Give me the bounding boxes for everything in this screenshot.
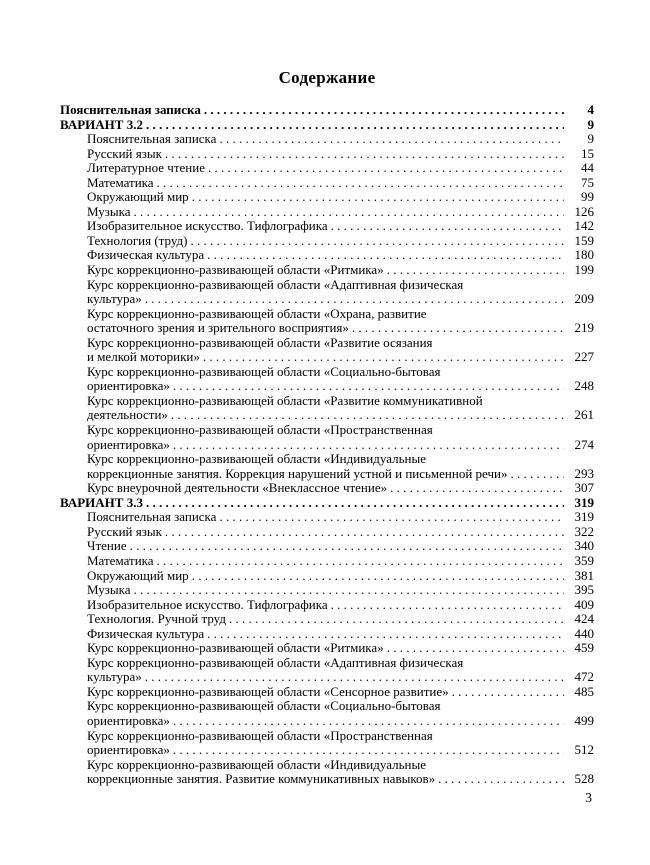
toc-entry-title: Технология. Ручной труд bbox=[87, 611, 226, 627]
dot-leader bbox=[192, 569, 564, 584]
toc-entry-title: Курс коррекционно-развивающей области «Адаптивная физическая bbox=[87, 276, 464, 292]
toc-entry-title: и мелкой моторики» bbox=[87, 349, 200, 365]
toc-entry-line bbox=[60, 685, 594, 700]
toc-entry-title: Курс коррекционно-развивающей области «Индивидуальные bbox=[87, 756, 426, 772]
toc-entry-title: Курс коррекционно-развивающей области «Пространственная bbox=[87, 727, 433, 743]
toc-entry bbox=[60, 263, 594, 278]
toc-entry-line bbox=[60, 176, 594, 191]
toc-entry-page: 319 bbox=[574, 509, 594, 525]
toc-entry-title: Русский язык bbox=[87, 145, 162, 161]
toc-entry-page: 126 bbox=[574, 203, 594, 219]
toc-entry-line bbox=[60, 656, 594, 671]
dot-leader bbox=[387, 263, 564, 278]
toc-entry-title: Технология (труд) bbox=[87, 232, 188, 248]
toc-entry bbox=[60, 598, 594, 613]
toc-entry-line bbox=[60, 408, 594, 423]
dot-leader bbox=[145, 670, 564, 685]
toc-entry-title: Курс коррекционно-развивающей области «Социально-бытовая bbox=[87, 698, 441, 714]
toc-entry-title: Пояснительная записка bbox=[60, 102, 201, 117]
toc-entry-line bbox=[60, 452, 594, 467]
toc-entry-title: ВАРИАНТ 3.3 bbox=[60, 494, 143, 510]
toc-entry-page: 159 bbox=[574, 232, 594, 248]
toc-entry-title: Курс коррекционно-развивающей области «Индивидуальные bbox=[87, 451, 426, 467]
toc-entry bbox=[60, 161, 594, 176]
toc-entry bbox=[60, 132, 594, 147]
toc-entry bbox=[60, 365, 594, 394]
toc-entry-line bbox=[60, 598, 594, 613]
toc-entry-title: Курс коррекционно-развивающей области «Адаптивная физическая bbox=[87, 654, 464, 670]
toc-entry-title: Курс коррекционно-развивающей области «Ритмика» bbox=[87, 262, 384, 278]
toc-entry-line bbox=[60, 292, 594, 307]
dot-leader bbox=[171, 408, 564, 423]
page-number: 3 bbox=[585, 790, 592, 805]
toc-entry-title: Чтение bbox=[87, 538, 127, 554]
toc-entry bbox=[60, 612, 594, 627]
toc-entry bbox=[60, 176, 594, 191]
toc-entry bbox=[60, 278, 594, 307]
toc-entry-title: коррекционные занятия. Развитие коммуникативных навыков» bbox=[87, 771, 436, 787]
toc-entry-title: Курс внеурочной деятельности «Внеклассное чтение» bbox=[87, 480, 388, 496]
toc-entry-page: 395 bbox=[574, 582, 594, 598]
toc-entry-title: деятельности» bbox=[87, 407, 168, 423]
dot-leader bbox=[145, 292, 564, 307]
toc-entry bbox=[60, 336, 594, 365]
toc-entry-title: Русский язык bbox=[87, 523, 162, 539]
toc-entry-line bbox=[60, 394, 594, 409]
toc-entry-title: Математика bbox=[87, 552, 154, 568]
toc-entry-title: Музыка bbox=[87, 582, 131, 598]
toc-entry-line bbox=[60, 539, 594, 554]
toc-entry bbox=[60, 758, 594, 787]
toc-entry-line bbox=[60, 190, 594, 205]
toc-entry-page: 9 bbox=[587, 131, 594, 147]
toc-entry-line bbox=[60, 278, 594, 293]
toc-entry-line bbox=[60, 147, 594, 162]
dot-leader bbox=[387, 641, 564, 656]
toc-entry-page: 227 bbox=[574, 349, 594, 365]
dot-leader bbox=[390, 481, 564, 496]
dot-leader bbox=[511, 467, 565, 482]
dot-leader bbox=[157, 554, 564, 569]
dot-leader bbox=[173, 438, 564, 453]
toc-entry bbox=[60, 656, 594, 685]
toc-entry-page: 359 bbox=[574, 552, 594, 568]
toc-entry-page: 75 bbox=[581, 174, 594, 190]
dot-leader bbox=[157, 176, 564, 191]
dot-leader bbox=[331, 598, 564, 613]
toc-entry-line bbox=[60, 248, 594, 263]
toc-entry-title: Курс коррекционно-развивающей области «Развитие коммуникативной bbox=[87, 392, 483, 408]
toc-entry-line bbox=[60, 161, 594, 176]
toc-entry bbox=[60, 452, 594, 481]
toc-entry-line bbox=[60, 583, 594, 598]
toc-entry-line bbox=[60, 423, 594, 438]
toc-entry-title: остаточного зрения и зрительного восприятия» bbox=[87, 320, 349, 336]
toc-entry-page: 472 bbox=[574, 669, 594, 685]
toc-entry-line bbox=[60, 641, 594, 656]
toc-entry-page: 319 bbox=[574, 494, 594, 510]
dot-leader bbox=[134, 583, 565, 598]
toc-entry-title: ориентировка» bbox=[87, 378, 170, 394]
toc-entry-page: 322 bbox=[574, 523, 594, 539]
dot-leader bbox=[207, 627, 564, 642]
toc-entry-title: Пояснительная записка bbox=[87, 509, 217, 525]
toc-entry-title: Литературное чтение bbox=[87, 160, 205, 176]
toc-entry-page: 9 bbox=[587, 116, 594, 132]
toc-entry-line bbox=[60, 379, 594, 394]
toc-entry-page: 248 bbox=[574, 378, 594, 394]
toc-entry-line bbox=[60, 219, 594, 234]
dot-leader bbox=[146, 118, 564, 133]
toc-entry-title: Курс коррекционно-развивающей области «Развитие осязания bbox=[87, 334, 433, 350]
toc-entry-page: 381 bbox=[574, 567, 594, 583]
toc-entry bbox=[60, 423, 594, 452]
toc-entry-title: Математика bbox=[87, 174, 154, 190]
toc-entry-page: 340 bbox=[574, 538, 594, 554]
toc-entry-page: 485 bbox=[574, 683, 594, 699]
toc-entry-line bbox=[60, 336, 594, 351]
dot-leader bbox=[352, 321, 564, 336]
toc-entry-line bbox=[60, 438, 594, 453]
toc-entry-title: Изобразительное искусство. Тифлографика bbox=[87, 596, 328, 612]
toc-entry-title: Окружающий мир bbox=[87, 567, 189, 583]
toc-entry bbox=[60, 219, 594, 234]
toc-entry-title: культура» bbox=[87, 669, 142, 685]
toc-entry bbox=[60, 234, 594, 249]
toc-entry bbox=[60, 190, 594, 205]
toc-entry-title: ориентировка» bbox=[87, 742, 170, 758]
toc-entry-line bbox=[60, 234, 594, 249]
toc-entry-page: 307 bbox=[574, 480, 594, 496]
toc-entry-title: Курс коррекционно-развивающей области «Ритмика» bbox=[87, 640, 384, 656]
dot-leader bbox=[165, 147, 564, 162]
toc-entry-line bbox=[60, 321, 594, 336]
toc-entry-title: ориентировка» bbox=[87, 436, 170, 452]
toc-entry bbox=[60, 510, 594, 525]
toc-entry bbox=[60, 147, 594, 162]
toc-entry-page: 4 bbox=[587, 102, 594, 117]
toc-entry-line bbox=[60, 307, 594, 322]
toc-entry-line bbox=[60, 772, 594, 787]
toc-entry-page: 274 bbox=[574, 436, 594, 452]
toc-entry-line bbox=[60, 525, 594, 540]
toc-entry-line bbox=[60, 103, 594, 118]
toc-entry-line bbox=[60, 670, 594, 685]
dot-leader bbox=[203, 350, 564, 365]
toc-entry-title: Курс коррекционно-развивающей области «Социально-бытовая bbox=[87, 363, 441, 379]
toc-entry-line bbox=[60, 496, 594, 511]
toc-entry-line bbox=[60, 729, 594, 744]
toc-entry-line bbox=[60, 714, 594, 729]
toc-entry-title: Курс коррекционно-развивающей области «Пространственная bbox=[87, 422, 433, 438]
toc-entry bbox=[60, 539, 594, 554]
toc-entry-page: 180 bbox=[574, 247, 594, 263]
toc-entry-page: 142 bbox=[574, 218, 594, 234]
dot-leader bbox=[165, 525, 564, 540]
dot-leader bbox=[452, 685, 564, 700]
toc-entry-title: Курс коррекционно-развивающей области «Сенсорное развитие» bbox=[87, 683, 449, 699]
toc-entry-page: 459 bbox=[574, 640, 594, 656]
toc-entry bbox=[60, 627, 594, 642]
toc-entry-title: ориентировка» bbox=[87, 712, 170, 728]
toc-entry-page: 424 bbox=[574, 611, 594, 627]
toc-entry bbox=[60, 118, 594, 133]
dot-leader bbox=[219, 132, 564, 147]
toc-entry bbox=[60, 685, 594, 700]
toc-entry-page: 293 bbox=[574, 465, 594, 481]
toc-entry-title: Физическая культура bbox=[87, 247, 205, 263]
dot-leader bbox=[438, 772, 564, 787]
toc-entry-line bbox=[60, 467, 594, 482]
dot-leader bbox=[229, 612, 564, 627]
toc-entry-page: 261 bbox=[574, 407, 594, 423]
page-title: Содержание bbox=[278, 68, 376, 87]
dot-leader bbox=[130, 539, 564, 554]
toc-entry bbox=[60, 481, 594, 496]
toc-entry-title: Курс коррекционно-развивающей области «Охрана, развитие bbox=[87, 305, 427, 321]
dot-leader bbox=[219, 510, 564, 525]
toc-entry-line bbox=[60, 132, 594, 147]
toc-entry-line bbox=[60, 350, 594, 365]
toc-entry-line bbox=[60, 510, 594, 525]
toc-entry-line bbox=[60, 118, 594, 133]
toc-entry-line bbox=[60, 569, 594, 584]
dot-leader bbox=[331, 219, 564, 234]
toc-entry-page: 219 bbox=[574, 320, 594, 336]
dot-leader bbox=[204, 103, 564, 118]
toc-entry-page: 499 bbox=[574, 712, 594, 728]
toc-entry-page: 44 bbox=[581, 160, 594, 176]
toc-entry bbox=[60, 525, 594, 540]
toc-entry bbox=[60, 103, 594, 118]
toc-entry-page: 440 bbox=[574, 625, 594, 641]
toc-entry-page: 528 bbox=[574, 771, 594, 787]
toc-entry-page: 99 bbox=[581, 189, 594, 205]
dot-leader bbox=[173, 714, 564, 729]
toc-entry-line bbox=[60, 263, 594, 278]
toc-entry-page: 199 bbox=[574, 262, 594, 278]
toc-entry-title: Пояснительная записка bbox=[87, 131, 217, 147]
toc-entry bbox=[60, 641, 594, 656]
toc-entry-line bbox=[60, 481, 594, 496]
toc-entry-line bbox=[60, 758, 594, 773]
toc-entry-line bbox=[60, 205, 594, 220]
toc-entry-line bbox=[60, 627, 594, 642]
toc-entry-line bbox=[60, 743, 594, 758]
toc-entry bbox=[60, 394, 594, 423]
toc-entry-title: Окружающий мир bbox=[87, 189, 189, 205]
toc-entry-page: 512 bbox=[574, 742, 594, 758]
toc bbox=[60, 103, 594, 787]
dot-leader bbox=[173, 743, 564, 758]
dot-leader bbox=[173, 379, 564, 394]
dot-leader bbox=[192, 190, 564, 205]
toc-entry bbox=[60, 729, 594, 758]
dot-leader bbox=[207, 248, 564, 263]
toc-entry-title: коррекционные занятия. Коррекция нарушений устной и письменной речи» bbox=[87, 465, 508, 481]
dot-leader bbox=[146, 496, 564, 511]
toc-entry-title: Музыка bbox=[87, 203, 131, 219]
toc-entry-title: культура» bbox=[87, 291, 142, 307]
toc-entry bbox=[60, 699, 594, 728]
dot-leader bbox=[208, 161, 564, 176]
toc-entry-page: 15 bbox=[581, 145, 594, 161]
toc-entry-page: 409 bbox=[574, 596, 594, 612]
toc-entry bbox=[60, 248, 594, 263]
toc-entry-title: Изобразительное искусство. Тифлографика bbox=[87, 218, 328, 234]
toc-entry-line bbox=[60, 365, 594, 380]
toc-entry-page: 209 bbox=[574, 291, 594, 307]
toc-entry-line bbox=[60, 612, 594, 627]
dot-leader bbox=[134, 205, 565, 220]
toc-entry bbox=[60, 569, 594, 584]
toc-entry bbox=[60, 205, 594, 220]
toc-entry bbox=[60, 496, 594, 511]
toc-entry bbox=[60, 307, 594, 336]
toc-entry-line bbox=[60, 699, 594, 714]
toc-entry bbox=[60, 583, 594, 598]
toc-entry-title: ВАРИАНТ 3.2 bbox=[60, 116, 143, 132]
toc-entry-title: Физическая культура bbox=[87, 625, 205, 641]
toc-entry bbox=[60, 554, 594, 569]
toc-entry-line bbox=[60, 554, 594, 569]
dot-leader bbox=[190, 234, 564, 249]
